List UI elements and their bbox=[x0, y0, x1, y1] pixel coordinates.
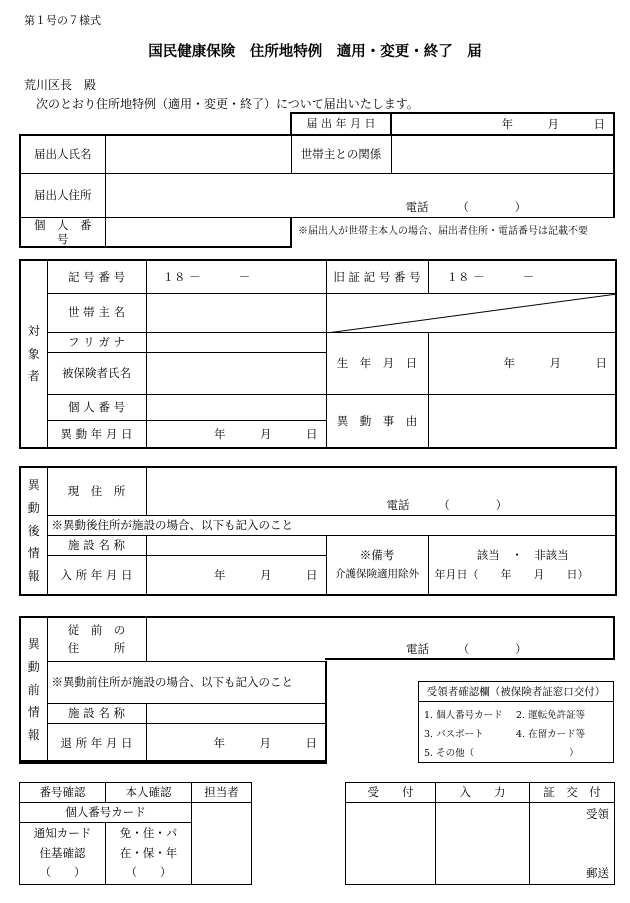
symbol-label: 記 号 番 号 bbox=[47, 260, 146, 293]
subject-table bbox=[19, 259, 617, 449]
after-facility-name-field[interactable] bbox=[146, 535, 326, 555]
leave-date-label: 退 所 年 月 日 bbox=[47, 723, 146, 763]
submit-date-label: 届 出 年 月 日 bbox=[291, 113, 391, 135]
after-table bbox=[19, 466, 617, 596]
before-section-label: 異 動 前 情 報 bbox=[20, 617, 47, 763]
care-exempt-label: 介護保険適用除外 bbox=[335, 567, 419, 580]
applicant-name-label: 届出人氏名 bbox=[20, 135, 105, 173]
enter-date-field[interactable]: 年 月 日 bbox=[146, 555, 326, 595]
confirm-item-3[interactable]: 3. パスポート bbox=[424, 729, 484, 740]
prev-address-field[interactable] bbox=[146, 617, 326, 661]
applicant-phone: 電話 （ ） bbox=[405, 200, 527, 215]
documents-cell[interactable]: 免・住・パ 在・保・年 （ ） bbox=[106, 823, 192, 885]
notice-card-cell[interactable]: 通知カード 住基確認 （ ） bbox=[20, 823, 106, 885]
page-title: 国民健康保険 住所地特例 適用・変更・終了 届 bbox=[148, 43, 482, 60]
before-facility-note: ※異動前住所が施設の場合、以下も記入のこと bbox=[47, 661, 326, 703]
issue-field[interactable] bbox=[530, 803, 615, 885]
applicant-table bbox=[19, 112, 615, 248]
receipt-label: 受 付 bbox=[346, 783, 436, 803]
confirm-item-4[interactable]: 4. 在留カード等 bbox=[516, 729, 586, 740]
applicant-address-label: 届出人住所 bbox=[20, 173, 105, 217]
prev-address-label: 従 前 の 住 所 bbox=[47, 617, 146, 661]
reason-field[interactable] bbox=[428, 394, 616, 448]
subject-section-label: 対 象 者 bbox=[20, 260, 47, 448]
remarks-label: ※備考 bbox=[359, 548, 395, 563]
relation-label: 世帯主との関係 bbox=[291, 135, 391, 173]
before-table bbox=[19, 616, 327, 764]
office-right-table bbox=[345, 782, 615, 885]
confirm-title: 受領者確認欄（被保険者証窓口交付） bbox=[419, 682, 613, 702]
mail-label: 郵送 bbox=[586, 865, 609, 880]
staff-field[interactable] bbox=[192, 803, 252, 885]
applicant-name-field[interactable] bbox=[105, 135, 291, 173]
num-confirm-label: 番号確認 bbox=[20, 783, 106, 803]
received-label: 受領 bbox=[586, 807, 609, 821]
after-facility-note: ※異動後住所が施設の場合、以下も記入のこと bbox=[47, 515, 616, 535]
old-symbol-field[interactable]: １８ － － bbox=[428, 260, 616, 293]
symbol-field[interactable]: １８ － － bbox=[146, 260, 326, 293]
applicant-id-field[interactable] bbox=[105, 217, 291, 247]
confirm-box bbox=[418, 681, 614, 763]
leave-date-field[interactable]: 年 月 日 bbox=[146, 723, 326, 763]
confirm-item-5[interactable]: 5. その他（ ） bbox=[424, 748, 579, 759]
input-field[interactable] bbox=[436, 803, 530, 885]
insured-name-label: 被保険者氏名 bbox=[47, 352, 146, 394]
head-field[interactable] bbox=[146, 293, 326, 332]
subject-id-label: 個 人 番 号 bbox=[47, 394, 146, 420]
addressee: 荒川区長 殿 bbox=[24, 78, 97, 92]
form-number: 第１号の７様式 bbox=[24, 14, 101, 27]
receipt-field[interactable] bbox=[346, 803, 436, 885]
office-left-table bbox=[19, 782, 252, 885]
insured-name-field[interactable] bbox=[146, 352, 326, 394]
input-label: 入 力 bbox=[436, 783, 530, 803]
intro-text: 次のとおり住所地特例（適用・変更・終了）について届出いたします。 bbox=[36, 97, 419, 111]
applicant-id-label: 個 人 番 号 bbox=[20, 217, 105, 247]
after-section-label: 異 動 後 情 報 bbox=[20, 467, 47, 595]
furigana-label: フ リ ガ ナ bbox=[47, 332, 146, 352]
remarks-cell bbox=[326, 535, 428, 595]
care-exempt-field[interactable] bbox=[428, 535, 616, 595]
move-date-label: 異 動 年 月 日 bbox=[47, 420, 146, 448]
relation-field[interactable] bbox=[391, 135, 614, 173]
before-facility-name-field[interactable] bbox=[146, 703, 326, 723]
mynumber-card-option[interactable]: 個人番号カード bbox=[20, 803, 192, 823]
confirm-item-1[interactable]: 1. 個人番号カード bbox=[424, 710, 503, 721]
confirm-item-2[interactable]: 2. 運転免許証等 bbox=[516, 710, 586, 721]
subject-id-field[interactable] bbox=[146, 394, 326, 420]
care-exempt-date[interactable]: 年月日（ 年 月 日） bbox=[434, 568, 589, 582]
birth-field[interactable]: 年 月 日 bbox=[428, 332, 616, 394]
applicable-options[interactable]: 該当 ・ 非該当 bbox=[476, 547, 569, 562]
old-symbol-label: 旧 証 記 号 番 号 bbox=[326, 260, 428, 293]
current-address-field[interactable] bbox=[146, 467, 616, 515]
diagonal-line bbox=[327, 294, 617, 333]
birth-label: 生 年 月 日 bbox=[326, 332, 428, 394]
before-phone: 電話 （ ） bbox=[406, 642, 527, 656]
furigana-field[interactable] bbox=[146, 332, 326, 352]
applicant-note: ※届出人が世帯主本人の場合、届出者住所・電話番号は記載不要 bbox=[298, 226, 588, 238]
reason-label: 異 動 事 由 bbox=[326, 394, 428, 448]
before-facility-name-label: 施 設 名 称 bbox=[47, 703, 146, 723]
move-date-field[interactable]: 年 月 日 bbox=[146, 420, 326, 448]
after-facility-name-label: 施 設 名 称 bbox=[47, 535, 146, 555]
head-label: 世 帯 主 名 bbox=[47, 293, 146, 332]
staff-label: 担当者 bbox=[192, 783, 252, 803]
issue-label: 証 交 付 bbox=[530, 783, 615, 803]
applicant-address-field[interactable] bbox=[105, 173, 614, 217]
enter-date-label: 入 所 年 月 日 bbox=[47, 555, 146, 595]
identity-confirm-label: 本人確認 bbox=[106, 783, 192, 803]
diagonal-cell bbox=[326, 293, 616, 332]
current-address-label: 現 住 所 bbox=[47, 467, 146, 515]
submit-date-value[interactable]: 年 月 日 bbox=[391, 113, 614, 135]
after-phone: 電話 （ ） bbox=[386, 498, 508, 513]
